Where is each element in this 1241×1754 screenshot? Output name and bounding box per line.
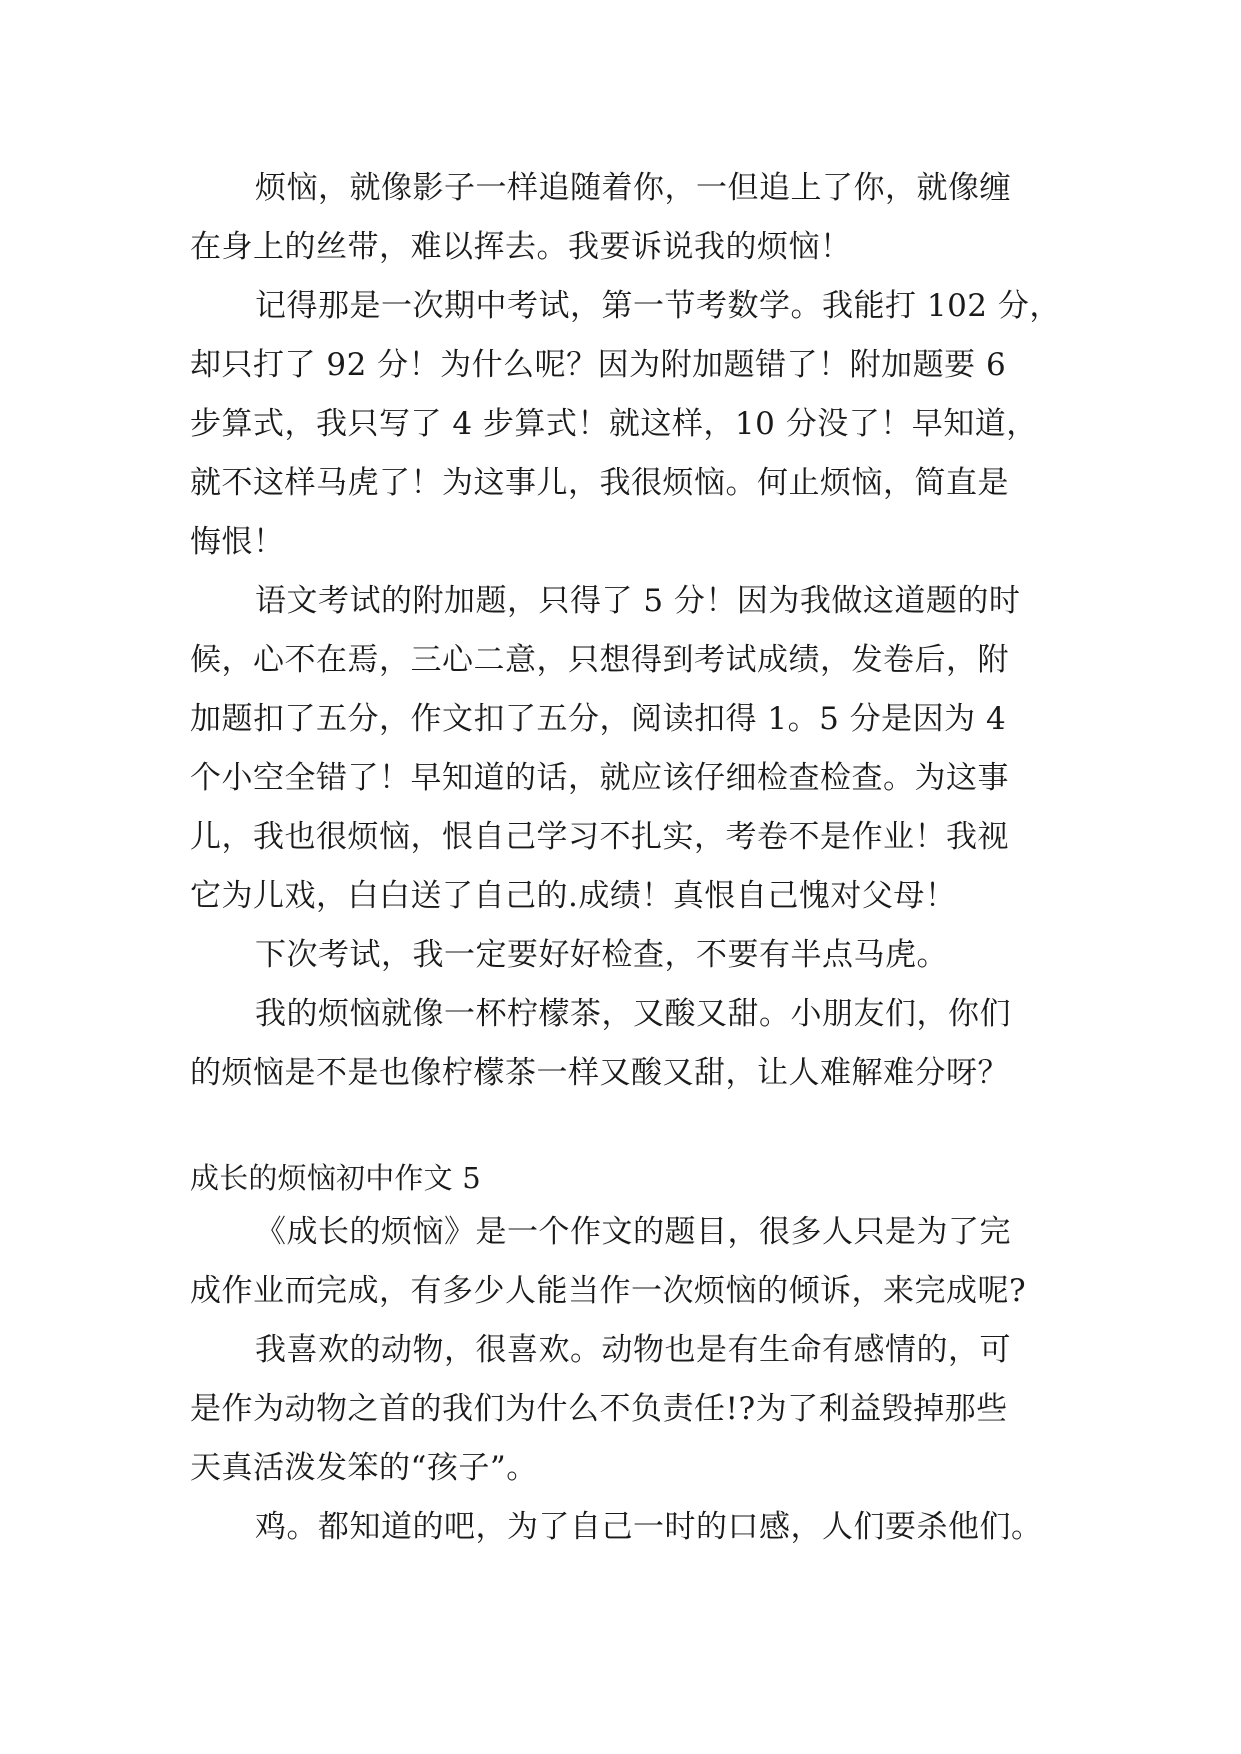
paragraph-line: 《成长的烦恼》是一个作文的题目，很多人只是为了完 <box>255 1214 1011 1250</box>
paragraph-line: 是作为动物之首的我们为什么不负责任!?为了利益毁掉那些 <box>190 1391 1008 1427</box>
paragraph-line: 我喜欢的动物，很喜欢。动物也是有生命有感情的，可 <box>255 1332 1011 1368</box>
paragraph-line: 步算式，我只写了 4 步算式！就这样，10 分没了！早知道， <box>190 406 1038 442</box>
paragraph-line: 加题扣了五分，作文扣了五分，阅读扣得 1。5 分是因为 4 <box>190 701 1007 737</box>
paragraph-line: 的烦恼是不是也像柠檬茶一样又酸又甜，让人难解难分呀？ <box>190 1055 1009 1091</box>
paragraph-line: 下次考试，我一定要好好检查，不要有半点马虎。 <box>255 937 948 973</box>
paragraph-line: 候，心不在焉，三心二意，只想得到考试成绩，发卷后，附 <box>190 642 1009 678</box>
paragraph-line: 却只打了 92 分！为什么呢？因为附加题错了！附加题要 6 <box>190 347 1007 383</box>
paragraph-line: 个小空全错了！早知道的话，就应该仔细检查检查。为这事 <box>190 760 1009 796</box>
paragraph-line: 天真活泼发笨的“孩子”。 <box>190 1450 538 1486</box>
paragraph-line: 在身上的丝带，难以挥去。我要诉说我的烦恼！ <box>190 229 852 265</box>
section-heading: 成长的烦恼初中作文 5 <box>190 1161 481 1195</box>
paragraph-line: 成作业而完成，有多少人能当作一次烦恼的倾诉，来完成呢? <box>190 1273 1027 1309</box>
paragraph-line: 烦恼，就像影子一样追随着你，一但追上了你，就像缠 <box>255 170 1011 206</box>
paragraph-line: 鸡。都知道的吧，为了自己一时的口感，人们要杀他们。 <box>255 1509 1043 1545</box>
paragraph-line: 它为儿戏，白白送了自己的.成绩！真恨自己愧对父母！ <box>190 878 957 914</box>
paragraph-line: 就不这样马虎了！为这事儿，我很烦恼。何止烦恼，简直是 <box>190 465 1009 501</box>
paragraph-line: 记得那是一次期中考试，第一节考数学。我能打 102 分， <box>255 288 1061 324</box>
paragraph-line: 语文考试的附加题，只得了 5 分！因为我做这道题的时 <box>255 583 1021 619</box>
paragraph-line: 悔恨！ <box>190 524 285 560</box>
paragraph-line: 儿，我也很烦恼，恨自己学习不扎实，考卷不是作业！我视 <box>190 819 1009 855</box>
paragraph-line: 我的烦恼就像一杯柠檬茶，又酸又甜。小朋友们，你们 <box>255 996 1011 1032</box>
